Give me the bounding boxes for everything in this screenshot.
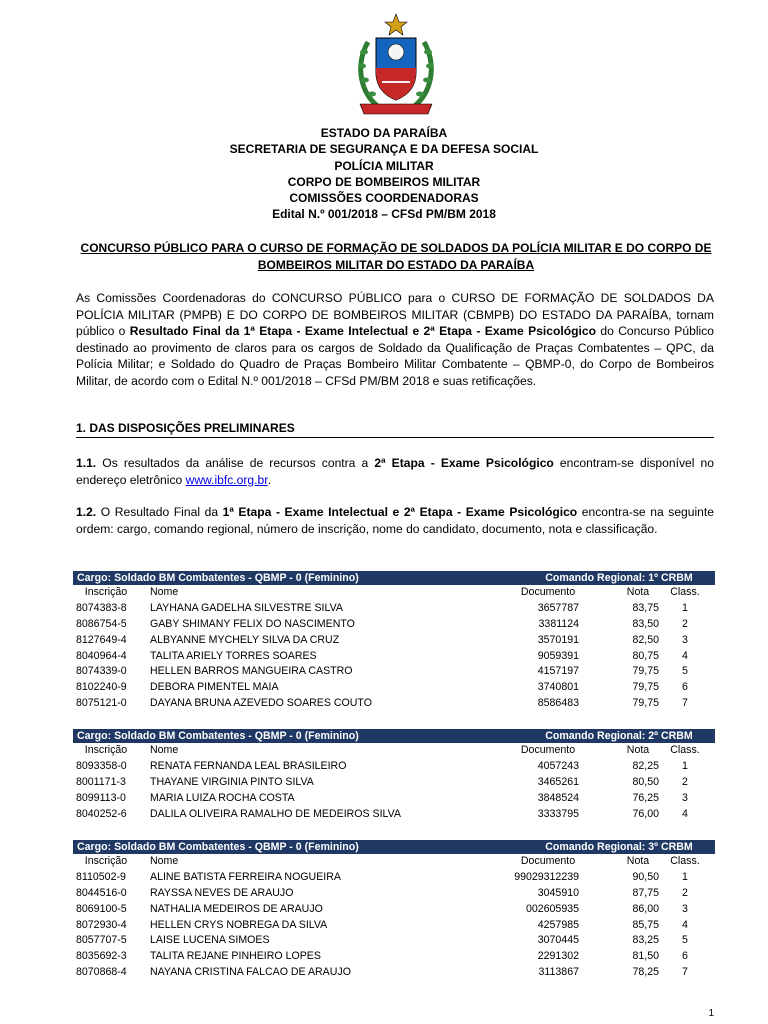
cell-nome: NATHALIA MEDEIROS DE ARAUJO [150, 902, 323, 915]
cell-nota: 83,75 [632, 601, 659, 614]
cell-class: 4 [682, 649, 688, 662]
cell-nota: 83,25 [632, 934, 659, 947]
comando-label: Comando Regional: 1º CRBM [545, 572, 693, 584]
military-police-name: POLÍCIA MILITAR [334, 158, 434, 173]
cell-nota: 86,00 [632, 902, 659, 915]
table-row [73, 886, 715, 902]
cell-nome: GABY SHIMANY FELIX DO NASCIMENTO [150, 617, 355, 630]
table-row [73, 633, 715, 649]
column-header-nome: Nome [150, 586, 179, 598]
cell-nome: TALITA ARIELY TORRES SOARES [150, 649, 317, 662]
cargo-label: Cargo: Soldado BM Combatentes - QBMP - 0 (Feminino) [77, 572, 359, 584]
cell-nota: 83,50 [632, 617, 659, 630]
commissions-name: COMISSÕES COORDENADORAS [289, 191, 479, 206]
cell-nota: 85,75 [632, 918, 659, 931]
cell-inscricao: 8074383-8 [76, 601, 127, 614]
column-headers [73, 585, 715, 601]
cell-class: 3 [682, 902, 688, 915]
cell-documento: 4257985 [537, 918, 579, 931]
cell-inscricao: 8110502-9 [76, 870, 126, 883]
cell-inscricao: 8001171-3 [76, 775, 126, 788]
cell-documento: 4057243 [537, 759, 579, 772]
cell-nome: LAYHANA GADELHA SILVESTRE SILVA [150, 601, 343, 614]
column-headers [73, 854, 715, 870]
cell-nota: 90,50 [632, 870, 659, 883]
cell-inscricao: 8044516-0 [76, 886, 127, 899]
table-row [73, 759, 715, 775]
table-row [73, 680, 715, 696]
cell-inscricao: 8040964-4 [76, 649, 127, 662]
cell-nome: DALILA OLIVEIRA RAMALHO DE MEDEIROS SILVA [150, 807, 401, 820]
cell-documento: 3333795 [537, 807, 579, 820]
cell-class: 4 [682, 918, 688, 931]
column-header-documento: Documento [520, 855, 576, 867]
results-table [73, 571, 715, 712]
cell-class: 1 [682, 601, 688, 614]
coat-of-arms-icon [354, 12, 438, 120]
table-row [73, 902, 715, 918]
cell-nome: ALBYANNE MYCHELY SILVA DA CRUZ [150, 633, 340, 646]
cell-nome: LAISE LUCENA SIMOES [150, 934, 270, 947]
cell-inscricao: 8057707-5 [76, 934, 127, 947]
cell-documento: 3381124 [538, 617, 579, 630]
ibfc-link[interactable]: www.ibfc.org.br [185, 472, 268, 487]
table-row [73, 949, 715, 965]
table-row [73, 775, 715, 791]
document-title: CONCURSO PÚBLICO PARA O CURSO DE FORMAÇÃO DE SOLDADOS DA POLÍCIA MILITAR E DO CORPO DE BOMBEIROS MILITAR DO ESTADO DA PARAÍBA [80, 241, 712, 272]
secretariat-name: SECRETARIA DE SEGURANÇA E DA DEFESA SOCIAL [229, 142, 539, 157]
cell-nome: THAYANE VIRGINIA PINTO SILVA [150, 775, 314, 788]
column-header-nota: Nota [626, 855, 650, 867]
cell-inscricao: 8099113-0 [76, 791, 126, 804]
cell-nome: RENATA FERNANDA LEAL BRASILEIRO [150, 759, 347, 772]
cell-documento: 3070445 [537, 934, 579, 947]
cell-inscricao: 8086754-5 [76, 617, 127, 630]
cell-class: 6 [682, 681, 688, 694]
page-number: 1 [708, 1008, 714, 1019]
table-row [73, 933, 715, 949]
table-row [73, 696, 715, 712]
cell-documento: 2291302 [537, 950, 579, 963]
cell-inscricao: 8040252-6 [76, 807, 127, 820]
cell-documento: 4157197 [537, 665, 579, 678]
cargo-label: Cargo: Soldado BM Combatentes - QBMP - 0 (Feminino) [77, 841, 359, 853]
cell-class: 1 [682, 870, 688, 883]
results-table [73, 840, 715, 981]
cell-documento: 9059391 [537, 649, 579, 662]
column-header-class: Class. [670, 855, 700, 867]
table-row [73, 601, 715, 617]
cell-nome: ALINE BATISTA FERREIRA NOGUEIRA [150, 870, 341, 883]
fire-brigade-name: CORPO DE BOMBEIROS MILITAR [287, 174, 481, 189]
cell-documento: 3045910 [537, 886, 579, 899]
table-header-bar [73, 840, 715, 854]
column-header-documento: Documento [520, 744, 576, 756]
cell-class: 6 [682, 950, 688, 963]
cell-nome: RAYSSA NEVES DE ARAUJO [150, 886, 294, 899]
cell-class: 4 [682, 807, 688, 820]
cell-documento: 002605935 [525, 902, 579, 915]
cell-nome: MARIA LUIZA ROCHA COSTA [150, 791, 295, 804]
cell-class: 5 [682, 665, 688, 678]
cell-class: 5 [682, 934, 688, 947]
table-row [73, 965, 715, 981]
cell-class: 3 [682, 633, 688, 646]
column-header-inscricao: Inscrição [84, 855, 128, 867]
cell-inscricao: 8072930-4 [76, 918, 127, 931]
cell-nota: 87,75 [632, 886, 659, 899]
cell-documento: 3465261 [537, 775, 579, 788]
cell-inscricao: 8069100-5 [76, 902, 127, 915]
cell-class: 3 [682, 791, 688, 804]
cell-nota: 82,50 [632, 633, 659, 646]
cell-inscricao: 8074339-0 [76, 665, 127, 678]
cell-nota: 76,00 [632, 807, 659, 820]
cell-class: 7 [682, 966, 688, 979]
cell-nota: 82,25 [632, 759, 659, 772]
document-header [0, 125, 768, 223]
cell-nota: 78,25 [632, 966, 659, 979]
column-header-inscricao: Inscrição [84, 586, 128, 598]
cell-nota: 80,50 [632, 775, 659, 788]
cargo-label: Cargo: Soldado BM Combatentes - QBMP - 0 (Feminino) [77, 730, 359, 742]
cell-documento: 99029312239 [514, 870, 579, 883]
cell-class: 2 [682, 886, 688, 899]
cell-nome: TALITA REJANE PINHEIRO LOPES [150, 950, 321, 963]
column-header-class: Class. [670, 744, 700, 756]
cell-documento: 3657787 [537, 601, 579, 614]
section-title: 1. DAS DISPOSIÇÕES PRELIMINARES [76, 421, 714, 438]
column-header-nota: Nota [626, 744, 650, 756]
cell-inscricao: 8075121-0 [76, 697, 127, 710]
table-row [73, 807, 715, 823]
cell-class: 1 [682, 759, 688, 772]
table-row [73, 617, 715, 633]
column-header-inscricao: Inscrição [84, 744, 128, 756]
cell-inscricao: 8070868-4 [76, 966, 127, 979]
table-header-bar [73, 571, 715, 585]
cell-inscricao: 8127649-4 [76, 633, 127, 646]
table-row [73, 791, 715, 807]
state-name: ESTADO DA PARAÍBA [320, 126, 448, 140]
cell-nome: HELLEN BARROS MANGUEIRA CASTRO [150, 665, 353, 678]
cell-nome: HELLEN CRYS NOBREGA DA SILVA [150, 918, 328, 931]
table-header-bar [73, 729, 715, 743]
column-header-nome: Nome [150, 855, 179, 867]
table-row [73, 870, 715, 886]
paragraph-1-1: 1.1. Os resultados da análise de recursos contra a 2ª Etapa - Exame Psicológico encontram-se disponível no endereço eletrônico www.ibfc.org.br. [76, 456, 714, 487]
cell-nota: 76,25 [632, 791, 659, 804]
table-row [73, 918, 715, 934]
cell-nota: 80,75 [632, 649, 659, 662]
cell-inscricao: 8102240-9 [76, 681, 127, 694]
cell-nome: DEBORA PIMENTEL MAIA [150, 681, 279, 694]
table-row [73, 649, 715, 665]
cell-documento: 3848524 [537, 791, 579, 804]
cell-documento: 3113867 [538, 966, 579, 979]
cell-class: 7 [682, 697, 688, 710]
cell-class: 2 [682, 775, 688, 788]
comando-label: Comando Regional: 2º CRBM [545, 730, 693, 742]
cell-class: 2 [682, 617, 688, 630]
results-table [73, 729, 715, 822]
cell-inscricao: 8093358-0 [76, 759, 127, 772]
cell-nota: 79,75 [632, 681, 659, 694]
column-header-nome: Nome [150, 744, 179, 756]
cell-nota: 79,75 [632, 697, 659, 710]
cell-documento: 3740801 [537, 681, 579, 694]
column-header-documento: Documento [520, 586, 576, 598]
edital-number: Edital N.º 001/2018 – CFSd PM/BM 2018 [272, 207, 496, 222]
cell-nome: NAYANA CRISTINA FALCAO DE ARAUJO [150, 966, 351, 979]
table-row [73, 664, 715, 680]
column-header-class: Class. [670, 586, 700, 598]
cell-documento: 8586483 [537, 697, 579, 710]
cell-documento: 3570191 [537, 633, 579, 646]
cell-inscricao: 8035692-3 [76, 950, 127, 963]
cell-nota: 79,75 [632, 665, 659, 678]
intro-paragraph: As Comissões Coordenadoras do CONCURSO PÚBLICO para o CURSO DE FORMAÇÃO DE SOLDADOS DA POLÍCIA MILITAR (PMPB) E DO CORPO DE BOMBEIROS MILITAR (CBMPB) DO ESTADO DA PARAÍBA, tornam público o Resultado Final da 1ª Etapa - Exame Intelectual e 2ª Etapa - Exame Psicológico do Concurso Público destinado ao provimento de claros para os cargos de Soldado da Qualificação de Praças Combatentes – QPC, da Polícia Militar; e Soldado do Quadro de Praças Bombeiro Militar Combatente – QBMP-0, do Corpo de Bombeiros Militar, de acordo com o Edital N.º 001/2018 – CFSd PM/BM 2018 e suas retificações. [76, 291, 714, 388]
paragraph-1-2: 1.2. O Resultado Final da 1ª Etapa - Exame Intelectual e 2ª Etapa - Exame Psicológico encontra-se na seguinte ordem: cargo, comando regional, número de inscrição, nome do candidato, documento, nota e classificação. [76, 505, 714, 536]
comando-label: Comando Regional: 3º CRBM [545, 841, 693, 853]
column-headers [73, 743, 715, 759]
cell-nome: DAYANA BRUNA AZEVEDO SOARES COUTO [150, 697, 372, 710]
column-header-nota: Nota [626, 586, 650, 598]
cell-nota: 81,50 [632, 950, 659, 963]
